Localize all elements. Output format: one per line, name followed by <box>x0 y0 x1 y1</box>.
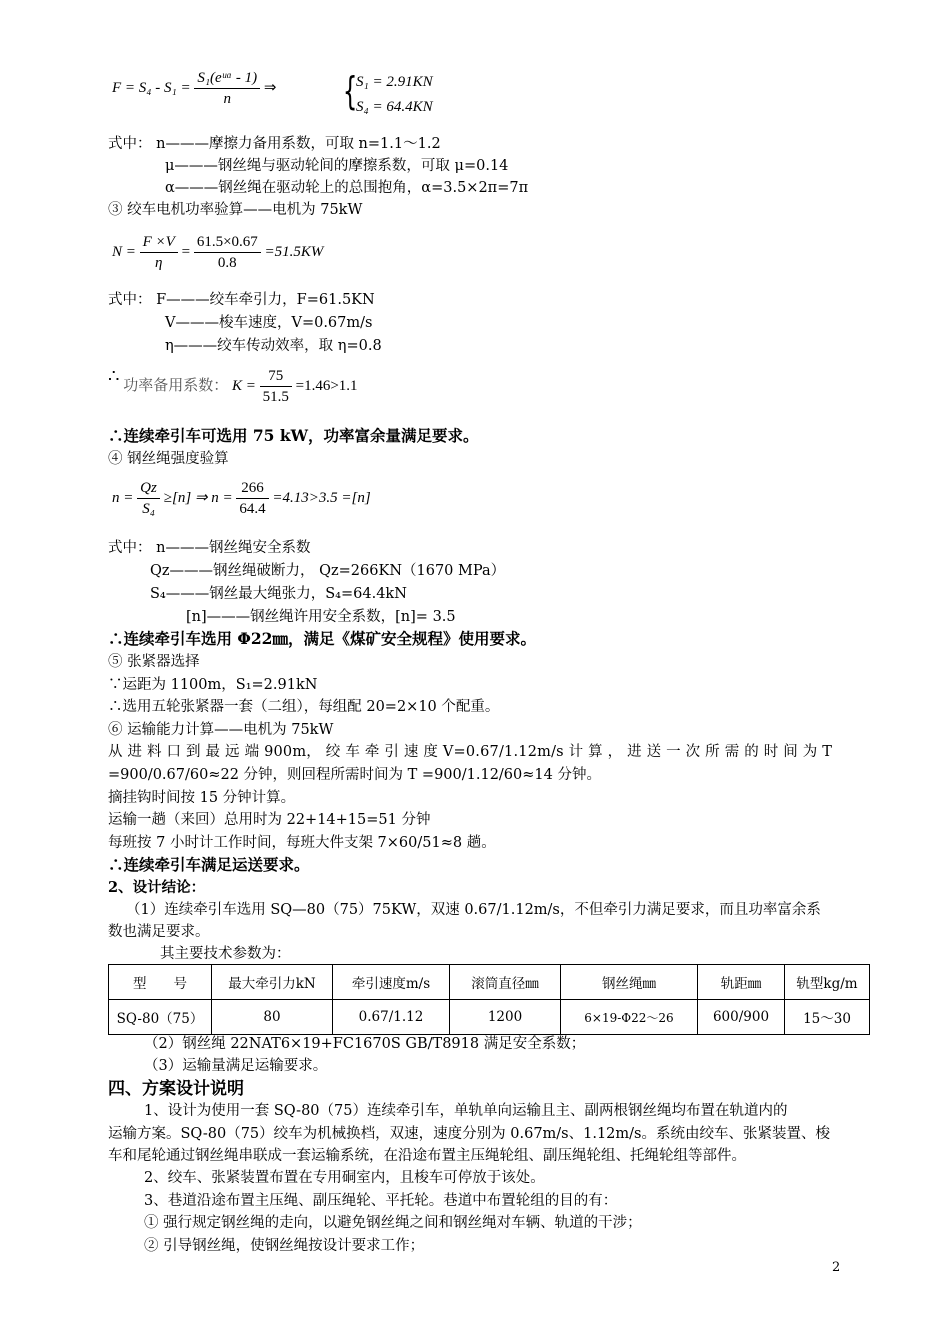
list-item: ① 强行规定钢丝绳的走向，以避免钢丝绳之间和钢丝绳对车辆、轨道的干涉； <box>144 1215 642 1231</box>
table-header-cell: 轨距㎜ <box>698 965 785 1000</box>
spec-table <box>108 964 870 1035</box>
formula-f4-den-a: S₄ <box>142 501 155 517</box>
text-line: S₄———钢丝最大绳张力，S₄=64.4kN <box>150 586 407 602</box>
text-line: μ———钢丝绳与驱动轮间的摩擦系数，可取 μ=0.14 <box>165 158 509 174</box>
section-title: 四、方案设计说明 <box>108 1079 244 1099</box>
conclusion-line: ∴连续牵引车可选用 75 kW，功率富余量满足要求。 <box>108 426 479 445</box>
formula-f4-den-b: 64.4 <box>239 501 266 517</box>
formula-power <box>112 232 323 273</box>
formula-f1-fraction <box>194 68 260 109</box>
text-line: [n]———钢丝绳许用安全系数，[n]= 3.5 <box>186 609 456 625</box>
section-heading-design-conclusion: 2、设计结论： <box>108 879 206 896</box>
table-cell: 6×19-Φ22～26 <box>561 1000 698 1035</box>
text-line: 2、绞车、张紧装置布置在专用硐室内，且梭车可停放于该处。 <box>144 1170 545 1186</box>
text-line: 摘挂钩时间按 15 分钟计算。 <box>108 790 296 806</box>
table-header-cell: 牵引速度m/s <box>333 965 450 1000</box>
formula-f2-den-a: η <box>155 255 163 271</box>
text-line: （3）运输量满足运输要求。 <box>144 1058 328 1074</box>
formula-f1-result-s4: S₄ = 64.4KN <box>356 99 433 115</box>
formula-f1-arrow: ⇒ <box>263 79 277 96</box>
table-header-row <box>109 965 870 1000</box>
text-line: 式中： n———钢丝绳安全系数 <box>108 540 311 556</box>
formula-f1-numerator: S₁(eᵘᵅ - 1) <box>194 68 260 89</box>
table-cell: 15～30 <box>785 1000 870 1035</box>
formula-f2-lhs: N = <box>112 243 136 260</box>
section-heading-5: ⑤ 张紧器选择 <box>108 654 200 670</box>
formula-f2-den-b: 0.8 <box>217 255 237 271</box>
list-item: ② 引导钢丝绳，使钢丝绳按设计要求工作； <box>144 1238 425 1254</box>
table-header-cell: 最大牵引力kN <box>212 965 333 1000</box>
table-header-cell: 轨型kg/m <box>785 965 870 1000</box>
formula-f3-result: =1.46>1.1 <box>295 377 358 394</box>
formula-f4-mid: ≥[n] ⇒ n = <box>163 489 233 506</box>
table-header-cell: 型 号 <box>109 965 212 1000</box>
text-line: V———梭车速度，V=0.67m/s <box>165 315 373 331</box>
section-heading-6: ⑥ 运输能力计算——电机为 75kW <box>108 722 334 738</box>
formula-f1-denominator: n <box>223 91 231 107</box>
formula-f1-lhs: F = S₄ - S₁ = <box>112 79 191 96</box>
text-line: （1）连续牵引车选用 SQ—80（75）75KW，双速 0.67/1.12m/s，不但牵引力满足要求，而且功率富余系 <box>126 902 821 918</box>
formula-friction <box>112 68 276 109</box>
formula-reserve <box>108 366 358 407</box>
formula-f3-fraction <box>260 366 292 407</box>
formula-f4-fraction-b <box>236 478 268 519</box>
text-line: （2）钢丝绳 22NAT6×19+FC1670S GB/T8918 满足安全系数； <box>144 1036 586 1052</box>
text-line: α———钢丝绳在驱动轮上的总围抱角，α=3.5×2π=7π <box>165 180 529 196</box>
formula-f4-fraction-a <box>137 478 160 519</box>
formula-f2-result: =51.5KW <box>264 243 324 260</box>
text-line: ∴选用五轮张紧器一套（二组），每组配 20=2×10 个配重。 <box>108 699 500 715</box>
page-number: 2 <box>832 1260 841 1275</box>
formula-f2-fraction-b <box>194 232 261 273</box>
text-line: 3、巷道沿途布置主压绳、副压绳轮、平托轮。巷道中布置轮组的目的有： <box>144 1193 618 1209</box>
conclusion-line: ∴连续牵引车选用 Φ22㎜，满足《煤矿安全规程》使用要求。 <box>108 629 536 648</box>
text-line: 运输方案。SQ-80（75）绞车为机械换档，双速，速度分别为 0.67m/s、1.12m/s。系统由绞车、张紧装置、梭 <box>108 1126 830 1142</box>
table-cell: 80 <box>212 1000 333 1035</box>
formula-f3-label: 功率备用系数： <box>123 377 229 394</box>
formula-f2-num-a: F ×V <box>140 232 178 253</box>
text-line: 每班按 7 小时计工作时间，每班大件支架 7×60/51≈8 趟。 <box>108 835 496 851</box>
text-line: 运输一趟（来回）总用时为 22+14+15=51 分钟 <box>108 812 431 828</box>
formula-f2-fraction-a <box>140 232 178 273</box>
text-line: 数也满足要求。 <box>108 924 210 940</box>
table-header-cell: 钢丝绳㎜ <box>561 965 698 1000</box>
text-line: 从 进 料 口 到 最 远 端 900m， 绞 车 牵 引 速 度 V=0.67/1.12m/s 计 算 ， 进 送 一 次 所 需 的 时 间 为 T <box>108 744 833 760</box>
table-header-cell: 滚筒直径㎜ <box>450 965 561 1000</box>
formula-f3-k: K = <box>231 377 256 394</box>
formula-f4-result: =4.13>3.5 =[n] <box>272 489 371 506</box>
table-cell: 0.67/1.12 <box>333 1000 450 1035</box>
formula-f4-num-b: 266 <box>236 478 268 499</box>
section-heading-3: ③ 绞车电机功率验算——电机为 75kW <box>108 202 363 218</box>
conclusion-line: ∴连续牵引车满足运送要求。 <box>108 855 310 874</box>
text-line: Qᴢ———钢丝绳破断力， Qᴢ=266KN（1670 MPa） <box>150 563 506 579</box>
formula-f3-den: 51.5 <box>262 389 289 405</box>
formula-f4-num-a: Qᴢ <box>137 478 160 499</box>
brace-icon: { <box>342 69 358 113</box>
text-line: =900/0.67/60≈22 分钟，则回程所需时间为 T =900/1.12/60≈14 分钟。 <box>108 767 601 783</box>
text-line: 式中： n———摩擦力备用系数，可取 n=1.1～1.2 <box>108 136 441 152</box>
text-line: 1、设计为使用一套 SQ-80（75）连续牵引车，单轨单向运输且主、副两根钢丝绳均布置在轨道内的 <box>144 1103 788 1119</box>
formula-f2-num-b: 61.5×0.67 <box>194 232 261 253</box>
formula-f3-num: 75 <box>260 366 292 387</box>
formula-f4-lhs: n = <box>112 489 134 506</box>
table-cell: SQ-80（75） <box>109 1000 212 1035</box>
therefore-icon: ∴ <box>108 366 120 386</box>
table-cell: 600/900 <box>698 1000 785 1035</box>
table-row <box>109 1000 870 1035</box>
text-line: η———绞车传动效率，取 η=0.8 <box>165 338 382 354</box>
text-line: 车和尾轮通过钢丝绳串联成一套运输系统，在沿途布置主压绳轮组、副压绳轮组、托绳轮组等部件。 <box>108 1148 746 1164</box>
section-heading-4: ④ 钢丝绳强度验算 <box>108 451 229 467</box>
formula-rope-safety <box>112 478 371 519</box>
formula-f2-equals: = <box>181 243 191 260</box>
formula-f1-result-s1: S₁ = 2.91KN <box>356 74 433 90</box>
table-cell: 1200 <box>450 1000 561 1035</box>
text-line: 式中： F———绞车牵引力，F=61.5KN <box>108 292 375 308</box>
text-line: ∵运距为 1100m，S₁=2.91kN <box>108 677 318 693</box>
text-line: 其主要技术参数为： <box>160 946 291 962</box>
